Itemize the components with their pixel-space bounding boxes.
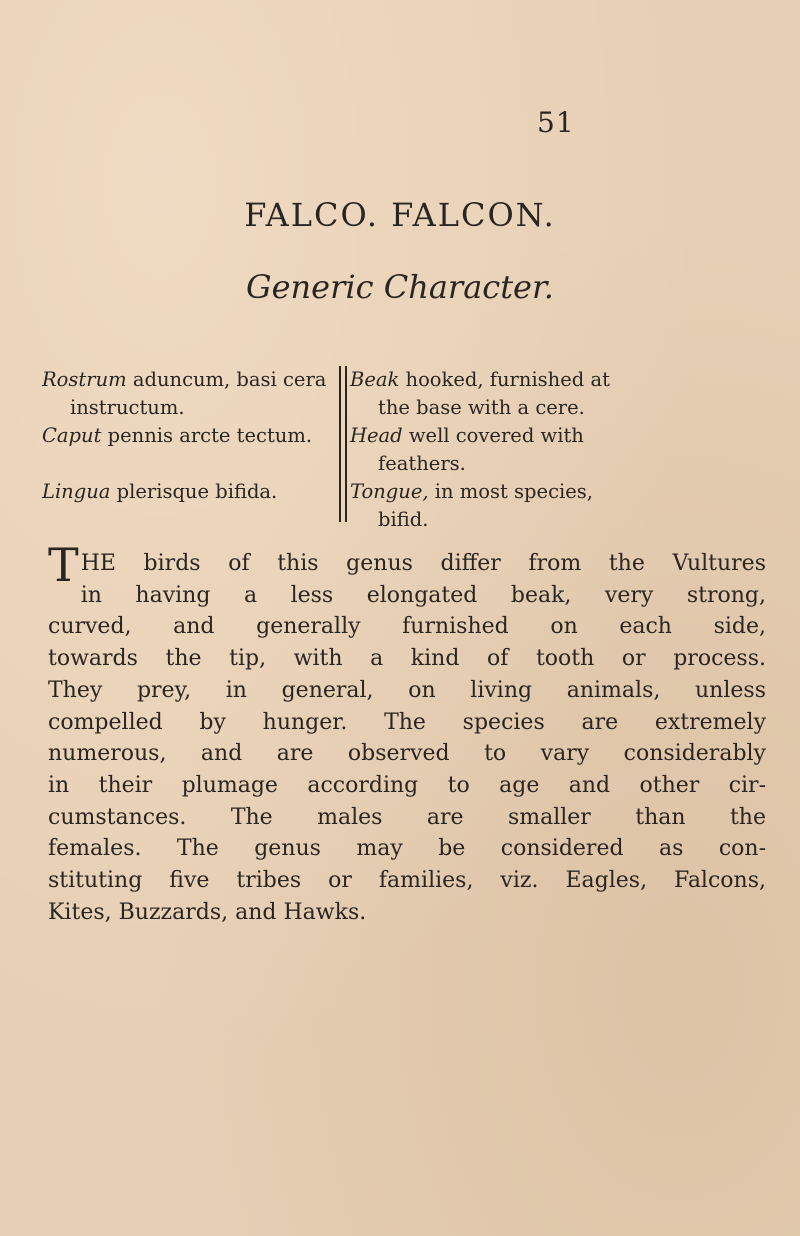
- paragraph-line: curved, and generally furnished on each side,: [48, 614, 766, 640]
- latin-text: pennis arcte tectum.: [101, 424, 313, 447]
- small-caps-word: HE: [80, 551, 116, 576]
- english-text-continued: the base with a cere.: [378, 396, 585, 419]
- column-divider: [345, 366, 347, 522]
- english-entry-head: [350, 422, 584, 478]
- paragraph-line: in their plumage according to age and other cir-: [48, 772, 766, 798]
- paragraph-line: Kites, Buzzards, and Hawks.: [48, 899, 367, 925]
- english-term: Head: [350, 424, 403, 447]
- latin-text: aduncum, basi cera: [126, 368, 327, 391]
- paragraph-line: numerous, and are observed to vary considerably: [48, 741, 766, 767]
- generic-character-table: [42, 366, 762, 536]
- paragraph-line: towards the tip, with a kind of tooth or process.: [48, 646, 766, 672]
- section-subtitle: Generic Character.: [246, 268, 554, 306]
- column-divider: [339, 366, 341, 522]
- english-text: in most species,: [428, 480, 593, 503]
- paragraph-line: compelled by hunger. The species are extremely: [48, 709, 766, 735]
- paragraph-line: They prey, in general, on living animals, unless: [48, 677, 766, 703]
- latin-term: Lingua: [42, 480, 111, 503]
- paragraph-line: in having a less elongated beak, very strong,: [80, 582, 766, 608]
- body-paragraph: [48, 538, 766, 928]
- latin-text: plerisque bifida.: [110, 480, 278, 503]
- genus-title: FALCO. FALCON.: [244, 196, 556, 234]
- english-entry-beak: [350, 366, 610, 422]
- latin-text-continued: instructum.: [70, 396, 185, 419]
- latin-entry-head: [42, 422, 312, 450]
- latin-entry-beak: [42, 366, 326, 422]
- latin-entry-tongue: [42, 478, 277, 506]
- english-entry-tongue: [350, 478, 593, 534]
- english-text: well covered with: [402, 424, 584, 447]
- latin-term: Rostrum: [42, 368, 127, 391]
- page-number: 51: [537, 106, 575, 139]
- english-term: Tongue,: [350, 480, 429, 503]
- english-text: hooked, furnished at: [399, 368, 610, 391]
- english-term: Beak: [350, 368, 400, 391]
- english-text-continued: feathers.: [378, 452, 466, 475]
- paragraph-line: females. The genus may be considered as con-: [48, 836, 766, 862]
- paragraph-line: cumstances. The males are smaller than the: [48, 804, 766, 830]
- paragraph-line: stituting five tribes or families, viz. Eagles, Falcons,: [48, 868, 766, 894]
- english-text-continued: bifid.: [378, 508, 429, 531]
- drop-cap: T: [48, 538, 79, 592]
- latin-term: Caput: [42, 424, 102, 447]
- paragraph-line: THE birds of this genus differ from the Vultures: [48, 538, 766, 592]
